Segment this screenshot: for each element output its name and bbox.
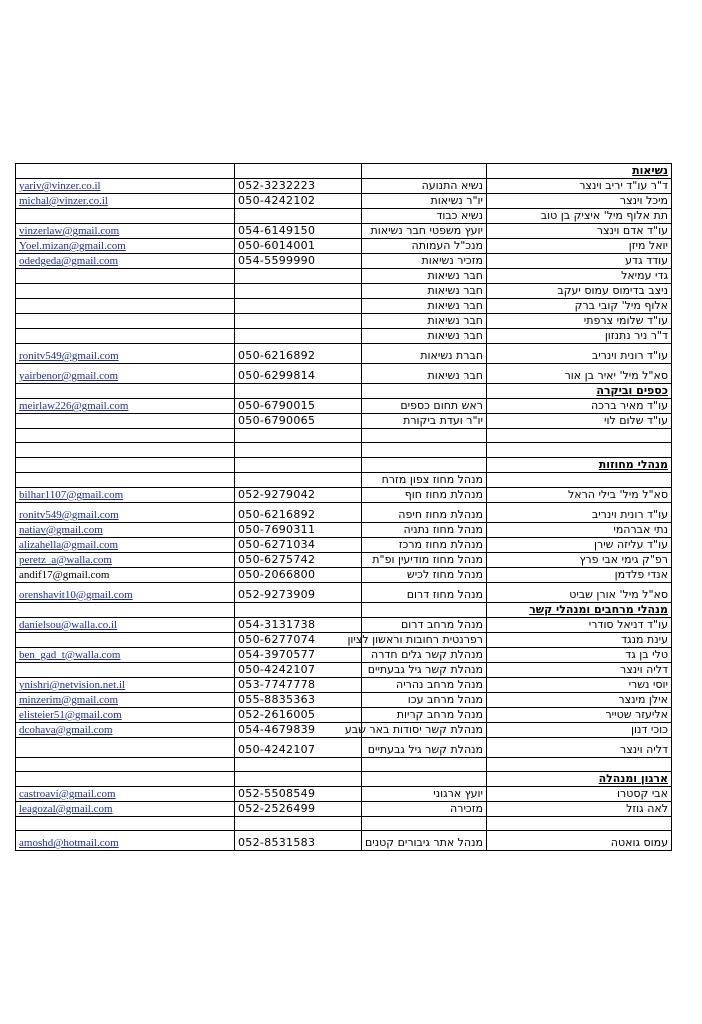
phone-cell: 050-6014001 [235, 239, 362, 254]
name-cell: ד"ר עו"ד יריב וינצר [487, 179, 672, 194]
table-row [16, 567, 672, 582]
phone-cell: 050-2066800 [235, 567, 362, 582]
phone-cell: 054-6149150 [235, 224, 362, 239]
role-cell: מנהל מחוז לכיש [362, 567, 487, 582]
phone-cell [235, 443, 362, 457]
name-cell: נתי אברהמי [487, 522, 672, 537]
email-link[interactable]: amoshd@hotmail.com [19, 837, 119, 850]
email-link[interactable]: dcohava@gmail.com [19, 723, 113, 736]
phone-cell [235, 816, 362, 830]
email-cell [16, 831, 235, 851]
email-link: andif17@gmail.com [19, 568, 110, 581]
section-title: כספים וביקרה [487, 384, 672, 399]
phone-cell [235, 314, 362, 329]
name-cell [487, 443, 672, 457]
role-cell [362, 457, 487, 472]
role-cell [362, 771, 487, 786]
role-cell [362, 757, 487, 771]
email-cell [16, 677, 235, 692]
email-cell [16, 254, 235, 269]
role-cell [362, 429, 487, 443]
table-row [16, 677, 672, 692]
role-cell: ראש תחום כספים [362, 399, 487, 414]
name-cell: אלוף מיל' קובי ברק [487, 299, 672, 314]
role-cell: מנהל מרחב דרום [362, 617, 487, 632]
email-cell [16, 284, 235, 299]
email-link[interactable]: peretz_a@walla.com [19, 553, 112, 566]
email-cell [16, 602, 235, 617]
name-cell: תת אלוף מיל' איציק בן טוב [487, 209, 672, 224]
email-link[interactable]: ynishri@netvision.net.il [19, 678, 126, 691]
name-cell: עו"ד שלומי צרפתי [487, 314, 672, 329]
role-cell: חברת נשיאות [362, 344, 487, 364]
email-cell [16, 502, 235, 522]
phone-cell: 050-6299814 [235, 364, 362, 384]
email-cell [16, 314, 235, 329]
email-link[interactable]: orenshavit10@gmail.com [19, 588, 133, 601]
role-cell [362, 602, 487, 617]
section-title: נשיאות [487, 164, 672, 179]
name-cell: גדי עמיאל [487, 269, 672, 284]
table-row [16, 472, 672, 487]
name-cell [487, 757, 672, 771]
role-cell: מנהל מחוז מודיעין ופ"ת [362, 552, 487, 567]
email-cell [16, 647, 235, 662]
phone-cell: 052-9279042 [235, 487, 362, 502]
table-row [16, 209, 672, 224]
name-cell: עמוס גואטה [487, 831, 672, 851]
email-link[interactable]: ben_gad_t@walla.com [19, 648, 121, 661]
role-cell: יועץ משפטי חבר נשיאות [362, 224, 487, 239]
name-cell: ניצב בדימוס עמוס יעקב [487, 284, 672, 299]
role-cell: מנהל מרחב קריות [362, 707, 487, 722]
email-link[interactable]: michal@vinzer.co.il [19, 195, 108, 207]
table-row [16, 816, 672, 830]
phone-cell [235, 602, 362, 617]
email-link[interactable]: odedgeda@gmail.com [19, 255, 119, 267]
role-cell: חבר נשיאות [362, 314, 487, 329]
role-cell: מנהל מרחב עכו [362, 692, 487, 707]
phone-cell: 052-5508549 [235, 786, 362, 801]
name-cell: אילן מינצר [487, 692, 672, 707]
name-cell: סא"ל מיל' יאיר בן אור [487, 364, 672, 384]
table-row [16, 801, 672, 816]
phone-cell: 050-4242102 [235, 194, 362, 209]
email-cell [16, 344, 235, 364]
email-cell [16, 816, 235, 830]
email-cell [16, 209, 235, 224]
email-cell [16, 472, 235, 487]
table-row [16, 831, 672, 851]
table-row [16, 662, 672, 677]
email-cell [16, 329, 235, 344]
role-cell: מזכיר נשיאות [362, 254, 487, 269]
phone-cell: 055-8835363 [235, 692, 362, 707]
email-cell [16, 443, 235, 457]
email-link[interactable]: danielsou@walla.co.il [19, 618, 118, 631]
role-cell: יו"ר נשיאות [362, 194, 487, 209]
phone-cell: 050-6216892 [235, 502, 362, 522]
table-row [16, 617, 672, 632]
phone-cell [235, 269, 362, 284]
name-cell: יוסי נשרי [487, 677, 672, 692]
table-row [16, 522, 672, 537]
role-cell: מנהלת מחוז חוף [362, 487, 487, 502]
role-cell: מנהלת קשר גיל גבעתיים [362, 662, 487, 677]
role-cell: חבר נשיאות [362, 269, 487, 284]
table-row [16, 254, 672, 269]
email-cell [16, 801, 235, 816]
phone-cell [235, 384, 362, 399]
email-link[interactable]: minzerim@gmail.com [19, 693, 119, 706]
email-cell [16, 299, 235, 314]
email-link[interactable]: ronitv549@gmail.com [19, 350, 119, 362]
role-cell: חבר נשיאות [362, 299, 487, 314]
section-header-row [16, 384, 672, 399]
email-cell [16, 414, 235, 429]
section-title: ארגון ומנהלה [487, 771, 672, 786]
email-cell [16, 522, 235, 537]
name-cell: ד"ר ניר נתנזון [487, 329, 672, 344]
contacts-table [15, 163, 672, 851]
phone-cell: 050-6216892 [235, 344, 362, 364]
name-cell: יואל מיזן [487, 239, 672, 254]
role-cell: מזכירה [362, 801, 487, 816]
phone-cell [235, 299, 362, 314]
table-row [16, 757, 672, 771]
role-cell: מנהלת מחוז מרכז [362, 537, 487, 552]
phone-cell: 052-2526499 [235, 801, 362, 816]
email-cell [16, 239, 235, 254]
email-cell [16, 552, 235, 567]
email-cell [16, 737, 235, 757]
section-title: מנהלי מחוזות [487, 457, 672, 472]
role-cell: חבר נשיאות [362, 284, 487, 299]
email-link[interactable]: yairbenor@gmail.com [19, 370, 119, 382]
role-cell: מנכ"ל העמותה [362, 239, 487, 254]
email-cell [16, 771, 235, 786]
role-cell: מנהל מרחב נהריה [362, 677, 487, 692]
phone-cell: 050-6275742 [235, 552, 362, 567]
phone-cell: 052-8531583 [235, 831, 362, 851]
email-cell [16, 429, 235, 443]
phone-cell [235, 429, 362, 443]
phone-cell: 052-2616005 [235, 707, 362, 722]
table-row [16, 344, 672, 364]
name-cell: רפ"ק גימי אבי פרץ [487, 552, 672, 567]
section-header-row [16, 602, 672, 617]
email-cell [16, 364, 235, 384]
section-header-row [16, 457, 672, 472]
name-cell: סא"ל מיל' אורן שביט [487, 582, 672, 602]
email-cell [16, 224, 235, 239]
role-cell: מנהל מחוז נתניה [362, 522, 487, 537]
email-link[interactable]: castroavi@gmail.com [19, 787, 116, 800]
table-row [16, 224, 672, 239]
email-cell [16, 757, 235, 771]
email-cell [16, 722, 235, 737]
name-cell [487, 816, 672, 830]
email-link[interactable]: natiav@gmail.com [19, 523, 103, 536]
table-row [16, 582, 672, 602]
name-cell: עודד גדע [487, 254, 672, 269]
name-cell: דליה וינצר [487, 737, 672, 757]
phone-cell: 054-4679839 [235, 722, 362, 737]
name-cell: עו"ד רונית וינריב [487, 502, 672, 522]
phone-cell: 054-3131738 [235, 617, 362, 632]
name-cell: אבי קסטרו [487, 786, 672, 801]
phone-cell: 050-7690311 [235, 522, 362, 537]
phone-cell: 050-6790065 [235, 414, 362, 429]
phone-cell: 053-7747778 [235, 677, 362, 692]
table-row [16, 429, 672, 443]
email-cell [16, 269, 235, 284]
role-cell: מנהלת מחוז חיפה [362, 502, 487, 522]
email-cell [16, 164, 235, 179]
name-cell: עו"ד דניאל סודרי [487, 617, 672, 632]
name-cell: עו"ד עליזה שירן [487, 537, 672, 552]
role-cell [362, 443, 487, 457]
email-cell [16, 662, 235, 677]
email-cell [16, 399, 235, 414]
email-cell [16, 194, 235, 209]
phone-cell [235, 757, 362, 771]
email-cell [16, 582, 235, 602]
section-header-row [16, 771, 672, 786]
phone-cell [235, 329, 362, 344]
contacts-table-body [16, 164, 672, 851]
phone-cell [235, 284, 362, 299]
name-cell: סא"ל מיל' בילי הראל [487, 487, 672, 502]
email-link[interactable]: alizahella@gmail.com [19, 538, 119, 551]
role-cell: מנהל מחוז צפון מזרח [362, 472, 487, 487]
name-cell [487, 472, 672, 487]
phone-cell: 050-6277074 [235, 632, 362, 647]
email-cell [16, 632, 235, 647]
email-link[interactable]: vinzerlaw@gmail.com [19, 225, 120, 237]
email-link[interactable]: yariv@vinzer.co.il [19, 180, 101, 192]
email-cell [16, 707, 235, 722]
role-cell: נשיא כבוד [362, 209, 487, 224]
role-cell: חבר נשיאות [362, 329, 487, 344]
name-cell: עו"ד רונית וינריב [487, 344, 672, 364]
phone-cell [235, 164, 362, 179]
section-title: מנהלי מרחבים ומנהלי קשר [487, 602, 672, 617]
table-row [16, 269, 672, 284]
role-cell: מנהל אתר גיבורים קטנים [362, 831, 487, 851]
role-cell: יועץ ארגוני [362, 786, 487, 801]
phone-cell: 054-3970577 [235, 647, 362, 662]
section-header-row [16, 164, 672, 179]
table-row [16, 443, 672, 457]
email-link[interactable]: Yoel.mizan@gmail.com [19, 240, 126, 252]
email-cell [16, 179, 235, 194]
role-cell: רפרנטית רחובות וראשון לציון [362, 632, 487, 647]
table-row [16, 632, 672, 647]
table-row [16, 647, 672, 662]
role-cell: יו"ר ועדת ביקורת [362, 414, 487, 429]
role-cell [362, 816, 487, 830]
phone-cell: 052-3232223 [235, 179, 362, 194]
table-row [16, 414, 672, 429]
phone-cell: 050-6790015 [235, 399, 362, 414]
phone-cell: 050-6271034 [235, 537, 362, 552]
phone-cell: 050-4242107 [235, 662, 362, 677]
name-cell: דליה וינצר [487, 662, 672, 677]
table-row [16, 314, 672, 329]
table-row [16, 786, 672, 801]
table-row [16, 707, 672, 722]
table-row [16, 502, 672, 522]
name-cell: עו"ד מאיר ברכה [487, 399, 672, 414]
name-cell: טלי בן גד [487, 647, 672, 662]
table-row [16, 329, 672, 344]
role-cell: נשיא התנועה [362, 179, 487, 194]
table-row [16, 179, 672, 194]
email-cell [16, 457, 235, 472]
email-link[interactable]: meirlaw226@gmail.com [19, 400, 129, 412]
email-cell [16, 692, 235, 707]
table-row [16, 299, 672, 314]
phone-cell [235, 209, 362, 224]
email-cell [16, 617, 235, 632]
phone-cell: 052-9273909 [235, 582, 362, 602]
role-cell: חבר נשיאות [362, 364, 487, 384]
table-row [16, 552, 672, 567]
table-row [16, 722, 672, 737]
email-cell [16, 487, 235, 502]
name-cell: לאה גוזל [487, 801, 672, 816]
name-cell: מיכל וינצר [487, 194, 672, 209]
role-cell: מנהלת קשר גיל גבעתיים [362, 737, 487, 757]
table-row [16, 399, 672, 414]
name-cell: כוכי דנון [487, 722, 672, 737]
email-link[interactable]: elisteier51@gmail.com [19, 708, 122, 721]
role-cell [362, 164, 487, 179]
phone-cell [235, 771, 362, 786]
phone-cell [235, 457, 362, 472]
email-link[interactable]: ronitv549@gmail.com [19, 508, 119, 521]
name-cell: עו"ד שלום לוי [487, 414, 672, 429]
table-row [16, 284, 672, 299]
role-cell: מנהלת קשר יסודות באר שבע [362, 722, 487, 737]
email-cell [16, 786, 235, 801]
role-cell: מנהל מחוז דרום [362, 582, 487, 602]
name-cell: עו"ד אדם וינצר [487, 224, 672, 239]
email-cell [16, 537, 235, 552]
name-cell: אליעזר שטייר [487, 707, 672, 722]
table-row [16, 487, 672, 502]
phone-cell: 050-4242107 [235, 737, 362, 757]
email-link[interactable]: bilhar1107@gmail.com [19, 488, 124, 501]
name-cell: עינת מנגד [487, 632, 672, 647]
table-row [16, 692, 672, 707]
name-cell: אנדי פלדמן [487, 567, 672, 582]
table-row [16, 194, 672, 209]
role-cell [362, 384, 487, 399]
role-cell: מנהלת קשר גלים חדרה [362, 647, 487, 662]
email-link[interactable]: leagozal@gmail.com [19, 802, 113, 815]
table-row [16, 239, 672, 254]
table-row [16, 537, 672, 552]
phone-cell [235, 472, 362, 487]
table-row [16, 364, 672, 384]
email-cell [16, 567, 235, 582]
table-row [16, 737, 672, 757]
phone-cell: 054-5599990 [235, 254, 362, 269]
name-cell [487, 429, 672, 443]
email-cell [16, 384, 235, 399]
